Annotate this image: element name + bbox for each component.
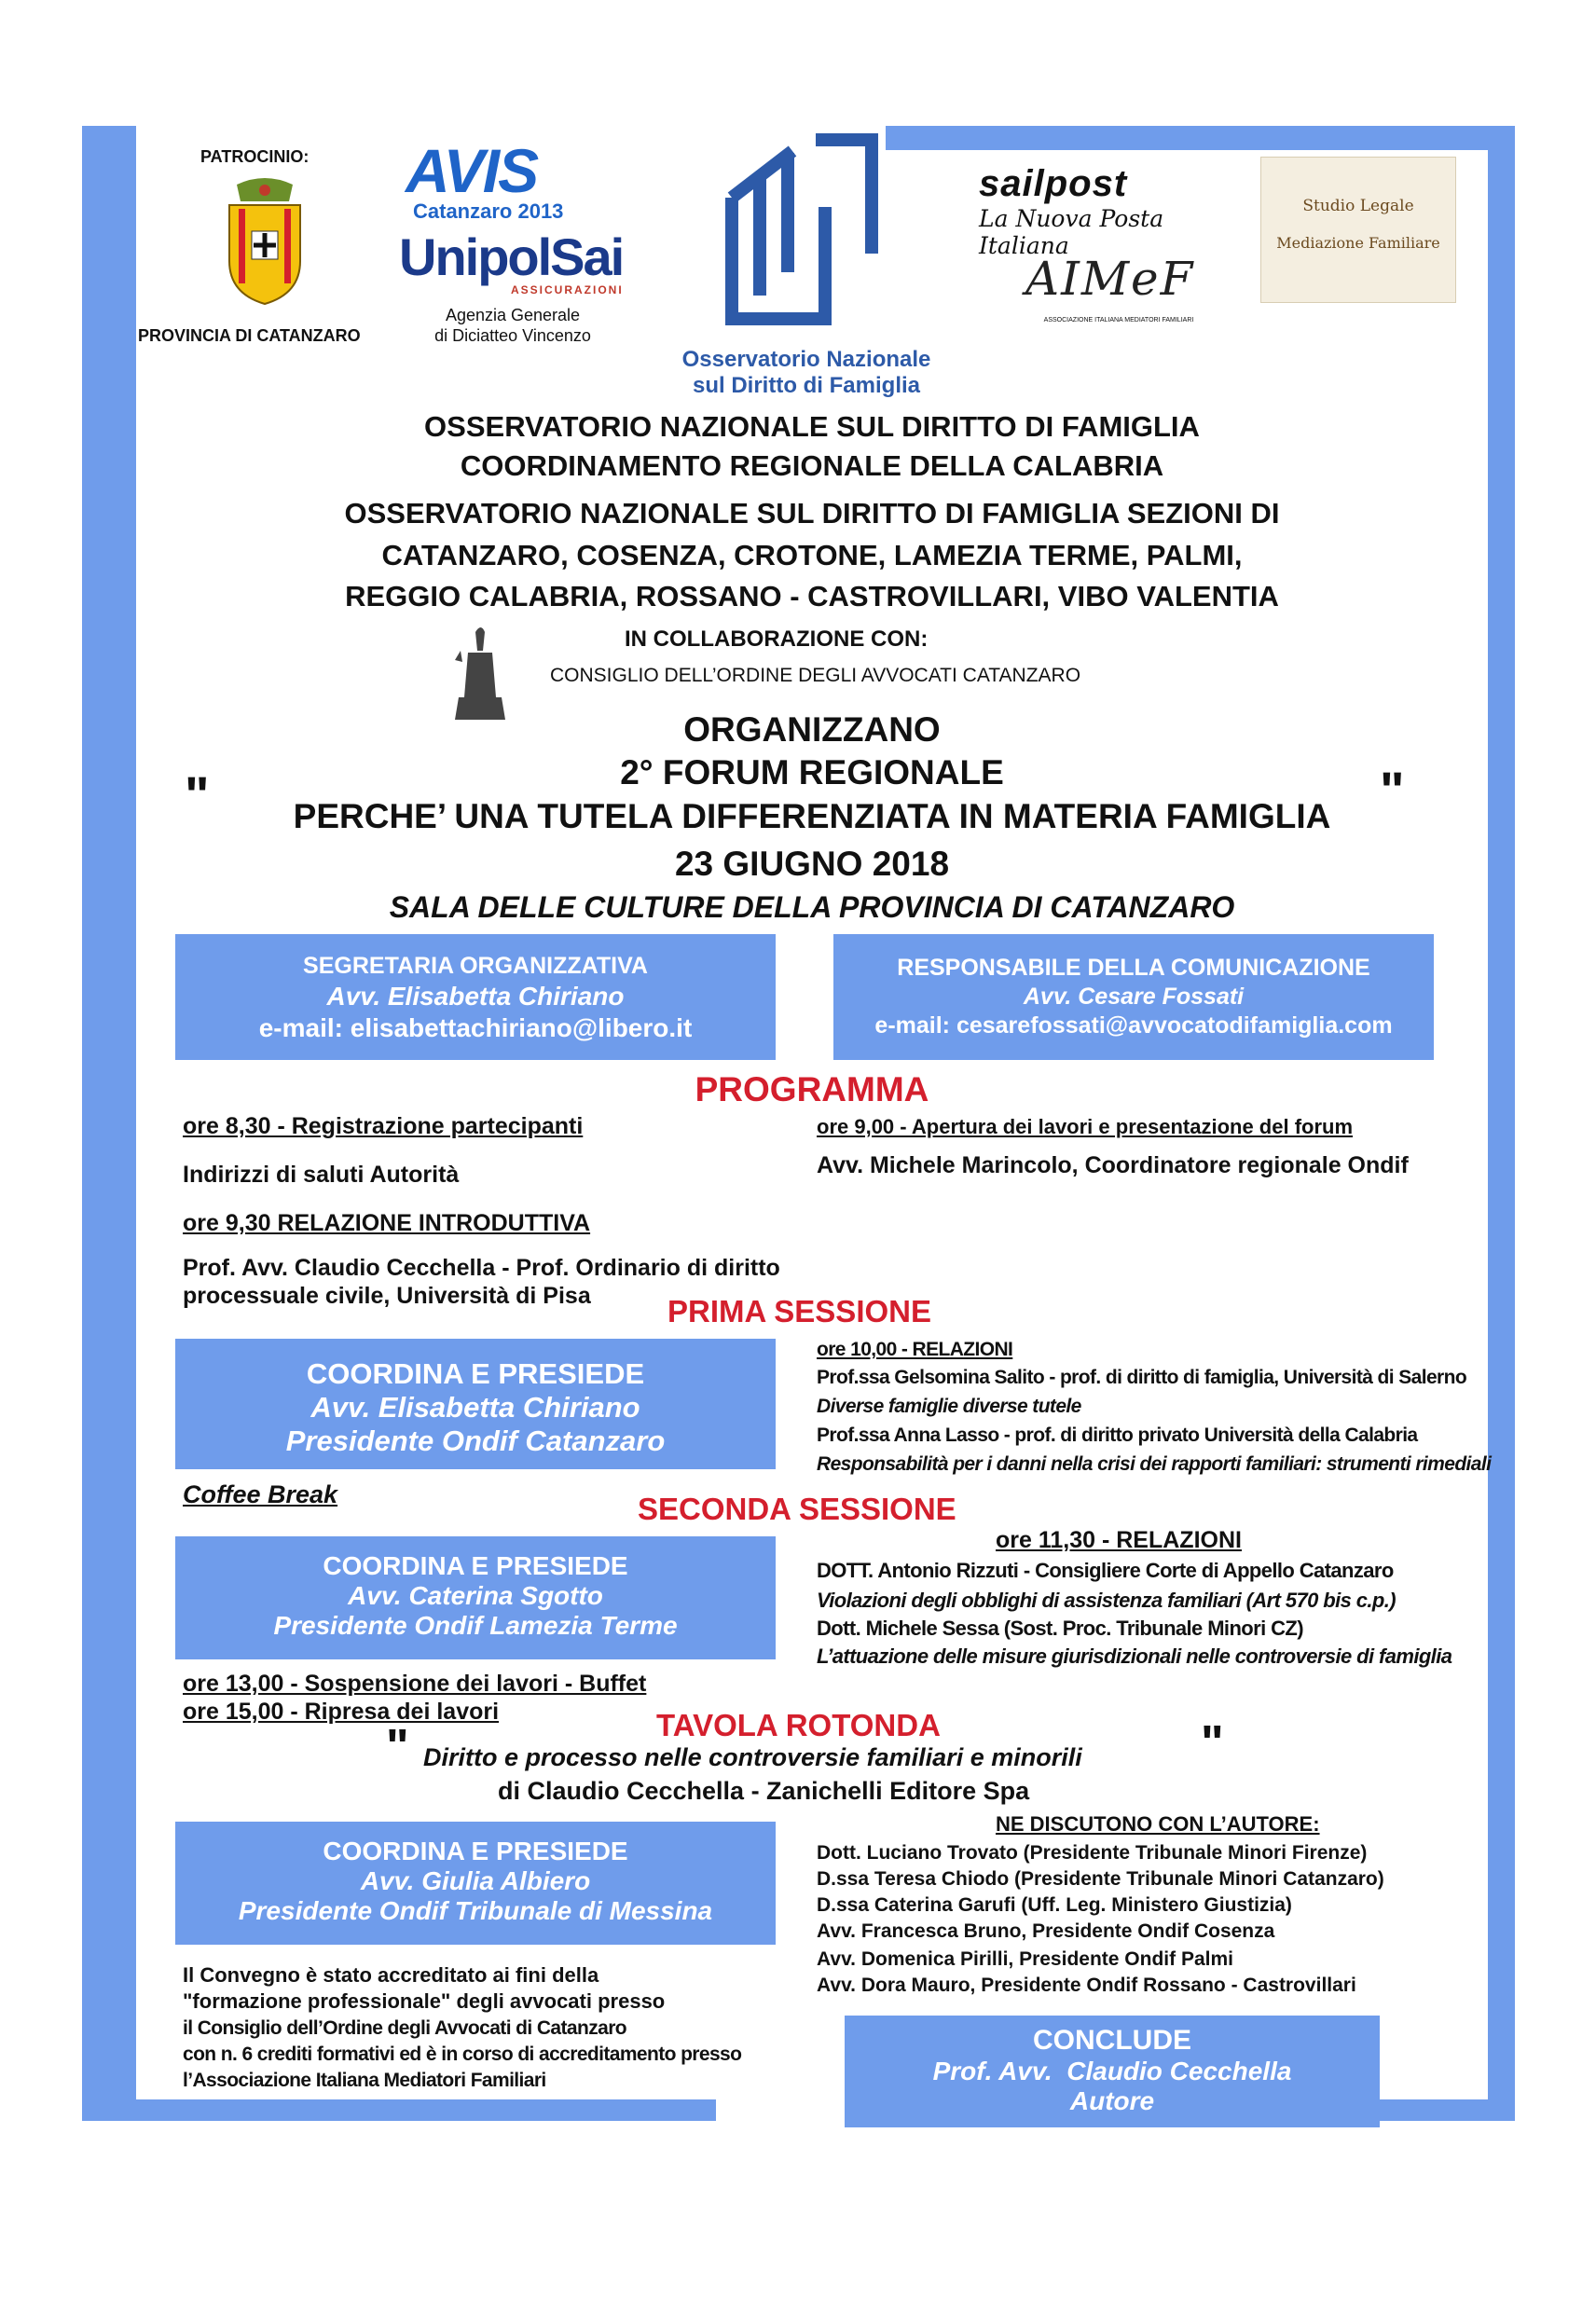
panelist-1: Dott. Luciano Trovato (Presidente Tribunale Minori Firenze) xyxy=(817,1842,1368,1864)
provincia-coat-of-arms-icon xyxy=(216,177,313,308)
tavola-rotonda-title: TAVOLA ROTONDA xyxy=(656,1708,941,1742)
prog-cecchella-1: Prof. Avv. Claudio Cecchella - Prof. Ordinario di diritto xyxy=(183,1255,780,1281)
prog-saluti: Indirizzi di saluti Autorità xyxy=(183,1162,460,1188)
title-quote-open: " xyxy=(185,765,210,824)
book-title: Diritto e processo nelle controversie familiari e minorili xyxy=(423,1743,1082,1771)
comunicazione-name: Avv. Cesare Fossati xyxy=(1023,984,1245,1010)
prima-box-title: COORDINA E PRESIEDE xyxy=(306,1357,645,1390)
prima-r2: Prof.ssa Anna Lasso - prof. di diritto privato Università della Calabria xyxy=(817,1424,1418,1446)
panelist-4: Avv. Francesca Bruno, Presidente Ondif Cosenza xyxy=(817,1920,1275,1942)
seconda-relazioni: ore 11,30 - RELAZIONI xyxy=(996,1527,1242,1553)
segreteria-name: Avv. Elisabetta Chiriano xyxy=(326,982,625,1011)
ripresa: ore 15,00 - Ripresa dei lavori xyxy=(183,1699,500,1725)
tavola-box-role: Presidente Ondif Tribunale di Messina xyxy=(238,1896,713,1925)
prima-coordina-box xyxy=(175,1339,776,1469)
accredito-line-2: "formazione professionale" degli avvocati presso xyxy=(183,1989,666,2013)
panelist-2: D.ssa Teresa Chiodo (Presidente Tribunale Minori Catanzaro) xyxy=(817,1868,1384,1890)
seconda-sessione-title: SECONDA SESSIONE xyxy=(638,1492,956,1526)
book-quote-close: " xyxy=(1201,1716,1224,1770)
seconda-r2: Dott. Michele Sessa (Sost. Proc. Tribunale Minori CZ) xyxy=(817,1617,1303,1640)
seconda-box-name: Avv. Caterina Sgotto xyxy=(348,1581,603,1610)
provincia-label: PROVINCIA DI CATANZARO xyxy=(138,326,361,345)
aimef-logo: AIMeF xyxy=(1025,252,1195,306)
header-line-5: REGGIO CALABRIA, ROSSANO - CASTROVILLARI, VIBO VALENTIA xyxy=(345,580,1279,612)
header-line-1: OSSERVATORIO NAZIONALE SUL DIRITTO DI FAMIGLIA xyxy=(424,410,1200,443)
seconda-r1-topic: Violazioni degli obblighi di assistenza familiari (Art 570 bis c.p.) xyxy=(817,1589,1396,1612)
header-line-4: CATANZARO, COSENZA, CROTONE, LAMEZIA TERME, PALMI, xyxy=(381,539,1243,571)
prog-registrazione: ore 8,30 - Registrazione partecipanti xyxy=(183,1113,584,1139)
aimef-caption: ASSOCIAZIONE ITALIANA MEDIATORI FAMILIARI xyxy=(1043,317,1194,323)
header-line-3: OSSERVATORIO NAZIONALE SUL DIRITTO DI FAMIGLIA SEZIONI DI xyxy=(344,497,1280,530)
conclude-box xyxy=(845,2016,1380,2127)
conclude-title: CONCLUDE xyxy=(1033,2025,1191,2056)
tavola-box-name: Avv. Giulia Albiero xyxy=(360,1866,591,1895)
frame-bottom-left xyxy=(82,2099,716,2121)
frame-top xyxy=(886,126,1515,150)
accredito-line-5: l’Associazione Italiana Mediatori Familiari xyxy=(183,2070,546,2091)
ondif-logo-line-1: Osservatorio Nazionale xyxy=(681,347,931,372)
event-date: 23 GIUGNO 2018 xyxy=(674,845,950,883)
accredito-line-1: Il Convegno è stato accreditato ai fini della xyxy=(183,1963,599,1987)
ondif-logo-icon xyxy=(722,132,890,328)
prog-apertura: ore 9,00 - Apertura dei lavori e presentazione del forum xyxy=(817,1115,1354,1138)
sospensione: ore 13,00 - Sospensione dei lavori - Buffet xyxy=(183,1671,647,1697)
seconda-r2-topic: L’attuazione delle misure giurisdizionali nelle controversie di famiglia xyxy=(817,1645,1452,1668)
programma-title: PROGRAMMA xyxy=(695,1070,929,1108)
prog-marincolo: Avv. Michele Marincolo, Coordinatore regionale Ondif xyxy=(817,1152,1409,1178)
organizzano-label: ORGANIZZANO xyxy=(683,710,941,749)
studio-legale-logo: Studio Legale Mediazione Familiare xyxy=(1260,157,1456,303)
prima-r1-topic: Diverse famiglie diverse tutele xyxy=(817,1396,1081,1417)
unipolsai-logo: UnipolSai ASSICURAZIONI xyxy=(399,227,624,296)
prima-box-name: Avv. Elisabetta Chiriano xyxy=(310,1391,640,1424)
panelist-5: Avv. Domenica Pirilli, Presidente Ondif Palmi xyxy=(817,1948,1233,1970)
prima-r2-topic: Responsabilità per i danni nella crisi dei rapporti familiari: strumenti rimediali xyxy=(817,1453,1492,1475)
conclude-role: Autore xyxy=(1069,2086,1155,2115)
prima-r1: Prof.ssa Gelsomina Salito - prof. di diritto di famiglia, Università di Salerno xyxy=(817,1367,1467,1388)
event-venue: SALA DELLE CULTURE DELLA PROVINCIA DI CATANZARO xyxy=(389,890,1235,924)
prima-relazioni: ore 10,00 - RELAZIONI xyxy=(817,1339,1013,1360)
coffee-break: Coffee Break xyxy=(183,1480,338,1508)
prima-sessione-title: PRIMA SESSIONE xyxy=(667,1294,931,1328)
seconda-box-role: Presidente Ondif Lamezia Terme xyxy=(273,1611,678,1640)
avis-logo: AVIS Catanzaro 2013 xyxy=(406,136,564,223)
segreteria-title: SEGRETARIA ORGANIZZATIVA xyxy=(303,953,648,979)
tavola-coordina-box xyxy=(175,1822,776,1945)
collab-label: IN COLLABORAZIONE CON: xyxy=(625,626,929,652)
sailpost-logo: sailpost La Nuova Posta Italiana xyxy=(979,163,1164,259)
forum-label: 2° FORUM REGIONALE xyxy=(620,753,1004,791)
accredito-line-3: il Consiglio dell’Ordine degli Avvocati di Catanzaro xyxy=(183,2017,626,2039)
conclude-name: Prof. Avv. Claudio Cecchella xyxy=(932,2057,1292,2085)
seconda-box-title: COORDINA E PRESIEDE xyxy=(323,1551,628,1580)
title-quote-close: " xyxy=(1380,761,1405,819)
comunicazione-email-link[interactable]: e-mail: cesarefossati@avvocatodifamiglia.com xyxy=(874,1012,1393,1039)
segreteria-email-link[interactable]: e-mail: elisabettachiriano@libero.it xyxy=(258,1013,693,1042)
patrocinio-label: PATROCINIO: xyxy=(200,147,310,166)
ondif-logo-line-2: sul Diritto di Famiglia xyxy=(692,373,921,398)
accredito-line-4: con n. 6 crediti formativi ed è in corso di accreditamento presso xyxy=(183,2044,742,2065)
prog-relazione-intro: ore 9,30 RELAZIONE INTRODUTTIVA xyxy=(183,1210,591,1236)
agenzia-label-1: Agenzia Generale xyxy=(445,306,581,324)
comunicazione-title: RESPONSABILE DELLA COMUNICAZIONE xyxy=(897,955,1370,981)
prog-cecchella-2: processuale civile, Università di Pisa xyxy=(183,1283,591,1309)
header-line-2: COORDINAMENTO REGIONALE DELLA CALABRIA xyxy=(460,449,1164,482)
panelist-6: Avv. Dora Mauro, Presidente Ondif Rossano - Castrovillari xyxy=(817,1975,1356,1996)
comunicazione-box xyxy=(833,934,1434,1060)
seconda-coordina-box xyxy=(175,1536,776,1659)
frame-bottom-right xyxy=(1380,2099,1515,2121)
event-title: PERCHE’ UNA TUTELA DIFFERENZIATA IN MATERIA FAMIGLIA xyxy=(293,797,1331,835)
discutono-label: NE DISCUTONO CON L’AUTORE: xyxy=(996,1812,1320,1836)
agenzia-label-2: di Diciatteo Vincenzo xyxy=(434,326,591,345)
prima-box-role: Presidente Ondif Catanzaro xyxy=(285,1424,666,1457)
seconda-r1: DOTT. Antonio Rizzuti - Consigliere Corte di Appello Catanzaro xyxy=(817,1559,1394,1582)
frame-left xyxy=(82,126,136,2121)
panelist-3: D.ssa Caterina Garufi (Uff. Leg. Ministero Giustizia) xyxy=(817,1894,1292,1916)
collab-org: CONSIGLIO DELL’ORDINE DEGLI AVVOCATI CATANZARO xyxy=(550,665,1081,686)
frame-right xyxy=(1488,126,1515,2121)
book-quote-open: " xyxy=(386,1720,409,1774)
segreteria-box xyxy=(175,934,776,1060)
tavola-box-title: COORDINA E PRESIEDE xyxy=(323,1837,628,1865)
book-author: di Claudio Cecchella - Zanichelli Editore Spa xyxy=(498,1777,1030,1805)
